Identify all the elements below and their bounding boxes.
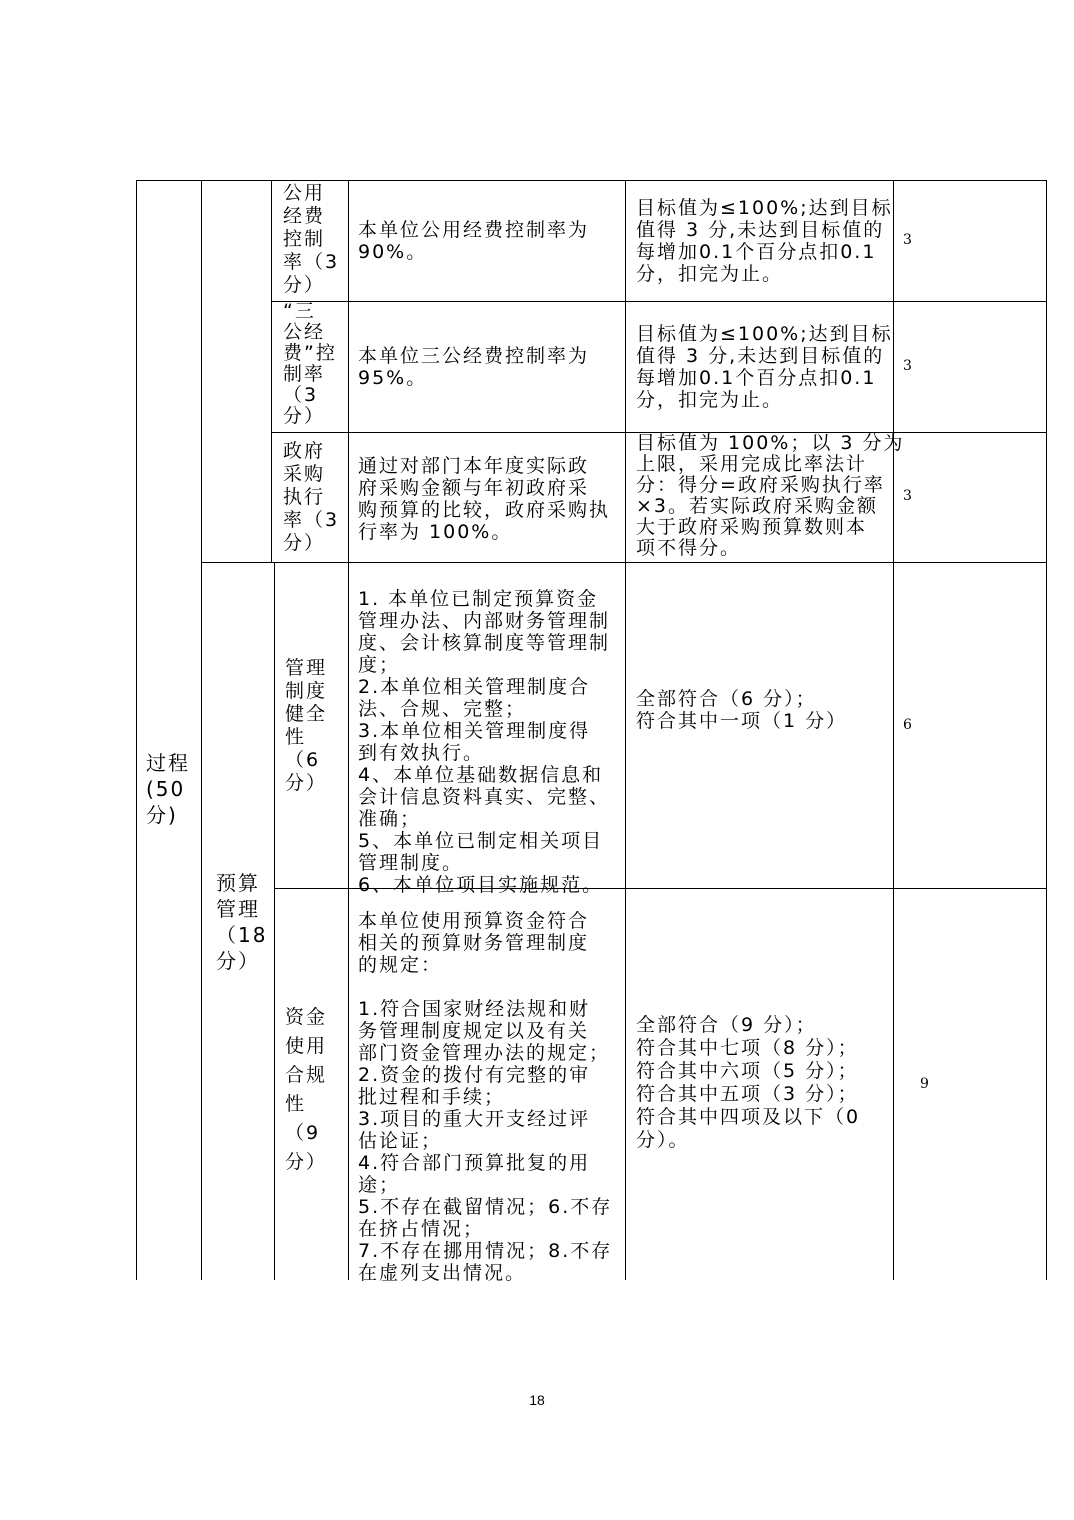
indicator-cell: “三 公经 费”控 制率 （3 分） [283, 300, 337, 427]
indicator-cell: 管理 制度 健全 性 （6 分） [285, 657, 328, 794]
page-number: 18 [529, 1392, 545, 1408]
basis-cell: 本单位三公经费控制率为 95%。 [358, 345, 590, 389]
standard-cell: 全部符合（6 分）； 符合其中一项（1 分） [636, 688, 848, 732]
level1-label: 过程 (50 分) [146, 751, 190, 827]
score-cell: 3 [903, 232, 912, 248]
score-cell: 3 [903, 358, 912, 374]
score-cell: 3 [903, 488, 912, 504]
basis-cell: 通过对部门本年度实际政 府采购金额与年初政府采 购预算的比较，政府采购执 行率为 100%。 [358, 455, 611, 543]
level2-label: 预算 管理 （18 分） [216, 871, 268, 973]
standard-cell: 目标值为 100%；以 3 分为 上限，采用完成比率法计 分：得分=政府采购执行率 ×3。若实际政府采购金额 大于政府采购预算数则本 项不得分。 [636, 432, 905, 559]
standard-cell: 目标值为≤100%;达到目标 值得 3 分,未达到目标值的 每增加0.1个百分点扣0.1 分，扣完为止。 [636, 323, 893, 411]
basis-cell: 本单位公用经费控制率为 90%。 [358, 219, 590, 263]
standard-cell: 全部符合（9 分）； 符合其中七项（8 分）； 符合其中六项（5 分）； 符合其中五项（3 分）； 符合其中四项及以下（0 分）。 [636, 1014, 861, 1151]
indicator-cell: 公用 经费 控制 率（3 分） [283, 182, 340, 296]
indicator-cell: 资金 使用 合规 性 （9 分） [285, 1006, 328, 1173]
score-cell: 9 [920, 1076, 929, 1092]
indicator-cell: 政府 采购 执行 率（3 分） [283, 440, 340, 554]
basis-cell: 本单位使用预算资金符合 相关的预算财务管理制度 的规定： 1.符合国家财经法规和财 务管理制度规定以及有关 部门资金管理办法的规定； 2.资金的拨付有完整的审 批过程和手续； 3.项目的重大开支经过评 估论证； 4.符合部门预算批复的用 途； 5.不存在截留情况；6.不存 在挤占情况； 7.不存在挪用情况；8.不存 在虚列支出情况。 [358, 910, 613, 1284]
standard-cell: 目标值为≤100%;达到目标 值得 3 分,未达到目标值的 每增加0.1个百分点扣0.1 分，扣完为止。 [636, 197, 893, 285]
score-cell: 6 [903, 717, 912, 733]
basis-cell: 1. 本单位已制定预算资金 管理办法、内部财务管理制 度、会计核算制度等管理制 度； 2.本单位相关管理制度合 法、合规、完整； 3.本单位相关管理制度得 到有效执行。 4、本单位基础数据信息和 会计信息资料真实、完整、 准确； 5、本单位已制定相关项目 管理制度。 6、本单位项目实施规范。 [358, 588, 611, 896]
